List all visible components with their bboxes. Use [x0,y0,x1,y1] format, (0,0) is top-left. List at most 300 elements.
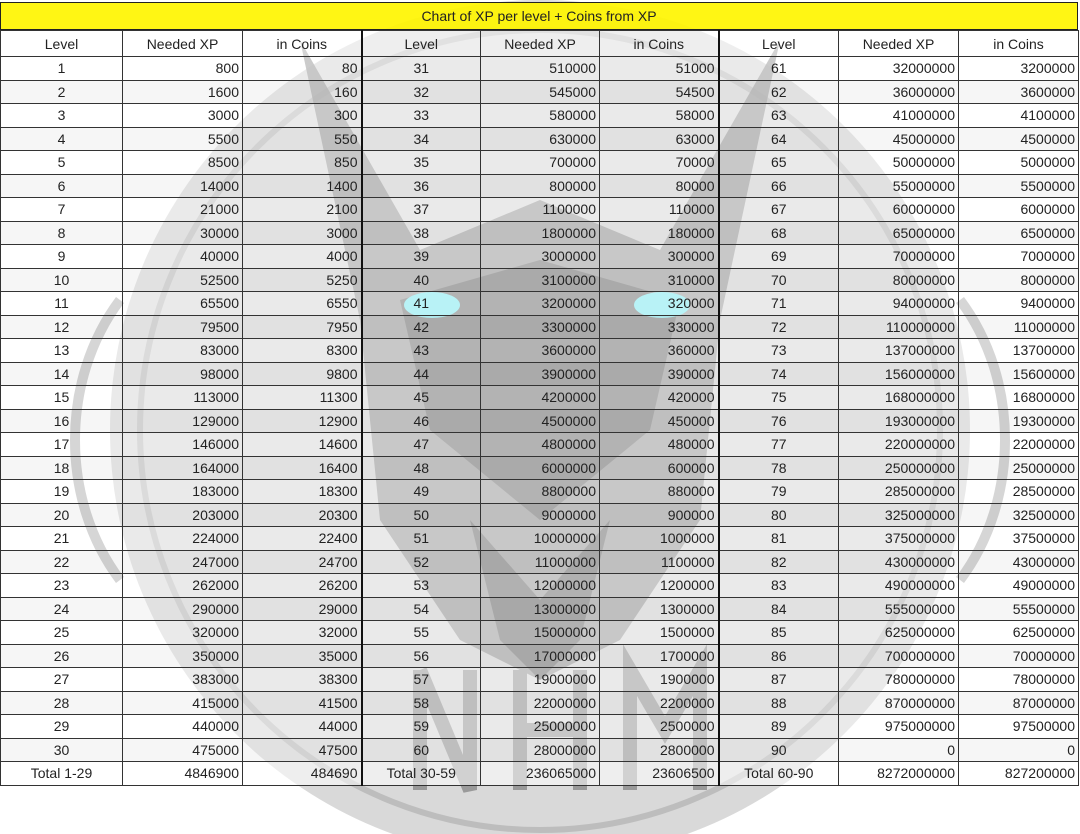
level-cell: 7 [1,198,123,222]
needed-xp-cell: 13000000 [481,597,600,621]
needed-xp-cell: 3000 [123,104,243,128]
needed-xp-cell: 350000 [123,644,243,668]
table-row [1,621,1079,645]
level-cell: 70 [719,268,839,292]
level-cell: 17 [1,433,123,457]
level-cell: 80 [719,503,839,527]
needed-xp-cell: 168000000 [839,386,959,410]
needed-xp-cell: 3100000 [481,268,600,292]
needed-xp-cell: 65500 [123,292,243,316]
level-cell: 84 [719,597,839,621]
level-cell: 22 [1,550,123,574]
level-cell: 19 [1,480,123,504]
level-cell: 27 [1,668,123,692]
needed-xp-cell: 262000 [123,574,243,598]
level-cell: 53 [362,574,481,598]
table-row [1,550,1079,574]
level-cell: 37 [362,198,481,222]
level-cell: 4 [1,127,123,151]
table-row [1,268,1079,292]
total-coins-3: 827200000 [959,762,1079,786]
needed-xp-cell: 6000000 [481,456,600,480]
level-cell: 35 [362,151,481,175]
level-cell: 24 [1,597,123,621]
total-xp-1: 4846900 [123,762,243,786]
needed-xp-cell: 440000 [123,715,243,739]
in-coins-cell: 360000 [600,339,719,363]
in-coins-cell: 1100000 [600,550,719,574]
in-coins-cell: 37500000 [959,527,1079,551]
needed-xp-cell: 14000 [123,174,243,198]
level-cell: 76 [719,409,839,433]
needed-xp-cell: 555000000 [839,597,959,621]
table-row [1,339,1079,363]
level-cell: 83 [719,574,839,598]
level-cell: 65 [719,151,839,175]
needed-xp-cell: 1800000 [481,221,600,245]
in-coins-cell: 26200 [243,574,362,598]
needed-xp-cell: 25000000 [481,715,600,739]
needed-xp-cell: 70000000 [839,245,959,269]
needed-xp-cell: 36000000 [839,80,959,104]
level-cell: 11 [1,292,123,316]
needed-xp-cell: 430000000 [839,550,959,574]
level-cell: 20 [1,503,123,527]
in-coins-cell: 14600 [243,433,362,457]
needed-xp-cell: 50000000 [839,151,959,175]
table-row [1,221,1079,245]
needed-xp-cell: 41000000 [839,104,959,128]
in-coins-cell: 13700000 [959,339,1079,363]
needed-xp-cell: 164000 [123,456,243,480]
table-row [1,174,1079,198]
needed-xp-cell: 65000000 [839,221,959,245]
needed-xp-cell: 3300000 [481,315,600,339]
level-cell: 18 [1,456,123,480]
in-coins-cell: 58000 [600,104,719,128]
needed-xp-cell: 10000000 [481,527,600,551]
needed-xp-cell: 32000000 [839,57,959,81]
table-body [1,57,1079,762]
in-coins-cell: 310000 [600,268,719,292]
in-coins-cell: 110000 [600,198,719,222]
in-coins-cell: 80000 [600,174,719,198]
xp-table [0,30,1079,786]
level-cell: 75 [719,386,839,410]
level-cell: 89 [719,715,839,739]
total-label-2: Total 30-59 [362,762,481,786]
in-coins-cell: 16800000 [959,386,1079,410]
table-row [1,668,1079,692]
in-coins-cell: 29000 [243,597,362,621]
table-row [1,104,1079,128]
level-cell: 5 [1,151,123,175]
needed-xp-cell: 45000000 [839,127,959,151]
needed-xp-cell: 21000 [123,198,243,222]
needed-xp-cell: 383000 [123,668,243,692]
header-in-coins-2: in Coins [600,31,719,57]
in-coins-cell: 43000000 [959,550,1079,574]
totals-row [1,762,1079,786]
level-cell: 33 [362,104,481,128]
table-row [1,57,1079,81]
in-coins-cell: 9800 [243,362,362,386]
table-row [1,503,1079,527]
in-coins-cell: 87000000 [959,691,1079,715]
level-cell: 15 [1,386,123,410]
level-cell: 13 [1,339,123,363]
needed-xp-cell: 15000000 [481,621,600,645]
in-coins-cell: 300 [243,104,362,128]
level-cell: 9 [1,245,123,269]
needed-xp-cell: 129000 [123,409,243,433]
needed-xp-cell: 510000 [481,57,600,81]
in-coins-cell: 600000 [600,456,719,480]
total-coins-2: 23606500 [600,762,719,786]
table-row [1,574,1079,598]
level-cell: 25 [1,621,123,645]
level-cell: 51 [362,527,481,551]
needed-xp-cell: 22000000 [481,691,600,715]
table-row [1,80,1079,104]
needed-xp-cell: 8800000 [481,480,600,504]
in-coins-cell: 420000 [600,386,719,410]
needed-xp-cell: 415000 [123,691,243,715]
in-coins-cell: 480000 [600,433,719,457]
level-cell: 77 [719,433,839,457]
level-cell: 56 [362,644,481,668]
level-cell: 2 [1,80,123,104]
table-row [1,691,1079,715]
level-cell: 88 [719,691,839,715]
in-coins-cell: 11300 [243,386,362,410]
level-cell: 66 [719,174,839,198]
in-coins-cell: 18300 [243,480,362,504]
level-cell: 41 [362,292,481,316]
level-cell: 79 [719,480,839,504]
in-coins-cell: 41500 [243,691,362,715]
in-coins-cell: 15600000 [959,362,1079,386]
header-in-coins-3: in Coins [959,31,1079,57]
level-cell: 32 [362,80,481,104]
table-row [1,245,1079,269]
level-cell: 10 [1,268,123,292]
needed-xp-cell: 94000000 [839,292,959,316]
in-coins-cell: 5500000 [959,174,1079,198]
in-coins-cell: 54500 [600,80,719,104]
in-coins-cell: 320000 [600,292,719,316]
level-cell: 43 [362,339,481,363]
needed-xp-cell: 8500 [123,151,243,175]
level-cell: 78 [719,456,839,480]
table-row [1,480,1079,504]
level-cell: 39 [362,245,481,269]
in-coins-cell: 7000000 [959,245,1079,269]
in-coins-cell: 47500 [243,738,362,762]
level-cell: 26 [1,644,123,668]
level-cell: 85 [719,621,839,645]
in-coins-cell: 2500000 [600,715,719,739]
in-coins-cell: 7950 [243,315,362,339]
needed-xp-cell: 375000000 [839,527,959,551]
table-row [1,433,1079,457]
needed-xp-cell: 224000 [123,527,243,551]
table-row [1,151,1079,175]
needed-xp-cell: 113000 [123,386,243,410]
level-cell: 21 [1,527,123,551]
needed-xp-cell: 220000000 [839,433,959,457]
level-cell: 14 [1,362,123,386]
total-xp-3: 8272000000 [839,762,959,786]
needed-xp-cell: 30000 [123,221,243,245]
level-cell: 34 [362,127,481,151]
level-cell: 67 [719,198,839,222]
level-cell: 31 [362,57,481,81]
in-coins-cell: 16400 [243,456,362,480]
needed-xp-cell: 146000 [123,433,243,457]
needed-xp-cell: 11000000 [481,550,600,574]
needed-xp-cell: 580000 [481,104,600,128]
in-coins-cell: 3000 [243,221,362,245]
in-coins-cell: 62500000 [959,621,1079,645]
level-cell: 87 [719,668,839,692]
level-cell: 30 [1,738,123,762]
table-row [1,198,1079,222]
level-cell: 64 [719,127,839,151]
header-needed-xp-3: Needed XP [839,31,959,57]
in-coins-cell: 1900000 [600,668,719,692]
in-coins-cell: 1500000 [600,621,719,645]
needed-xp-cell: 193000000 [839,409,959,433]
in-coins-cell: 3600000 [959,80,1079,104]
needed-xp-cell: 625000000 [839,621,959,645]
level-cell: 81 [719,527,839,551]
level-cell: 44 [362,362,481,386]
needed-xp-cell: 250000000 [839,456,959,480]
total-label-3: Total 60-90 [719,762,839,786]
level-cell: 62 [719,80,839,104]
table-row [1,715,1079,739]
in-coins-cell: 1700000 [600,644,719,668]
level-cell: 49 [362,480,481,504]
table-row [1,597,1079,621]
table-row [1,362,1079,386]
in-coins-cell: 38300 [243,668,362,692]
in-coins-cell: 32000 [243,621,362,645]
needed-xp-cell: 630000 [481,127,600,151]
needed-xp-cell: 19000000 [481,668,600,692]
in-coins-cell: 24700 [243,550,362,574]
header-row [1,31,1079,57]
in-coins-cell: 1400 [243,174,362,198]
total-coins-1: 484690 [243,762,362,786]
in-coins-cell: 4500000 [959,127,1079,151]
in-coins-cell: 5000000 [959,151,1079,175]
in-coins-cell: 6000000 [959,198,1079,222]
in-coins-cell: 180000 [600,221,719,245]
in-coins-cell: 25000000 [959,456,1079,480]
level-cell: 55 [362,621,481,645]
level-cell: 28 [1,691,123,715]
in-coins-cell: 8000000 [959,268,1079,292]
needed-xp-cell: 4200000 [481,386,600,410]
needed-xp-cell: 285000000 [839,480,959,504]
level-cell: 1 [1,57,123,81]
needed-xp-cell: 780000000 [839,668,959,692]
in-coins-cell: 550 [243,127,362,151]
in-coins-cell: 55500000 [959,597,1079,621]
needed-xp-cell: 60000000 [839,198,959,222]
needed-xp-cell: 83000 [123,339,243,363]
needed-xp-cell: 12000000 [481,574,600,598]
needed-xp-cell: 3200000 [481,292,600,316]
table-row [1,386,1079,410]
needed-xp-cell: 80000000 [839,268,959,292]
level-cell: 47 [362,433,481,457]
table-row [1,292,1079,316]
needed-xp-cell: 17000000 [481,644,600,668]
needed-xp-cell: 203000 [123,503,243,527]
in-coins-cell: 5250 [243,268,362,292]
level-cell: 60 [362,738,481,762]
header-in-coins-1: in Coins [243,31,362,57]
needed-xp-cell: 975000000 [839,715,959,739]
table-row [1,527,1079,551]
in-coins-cell: 12900 [243,409,362,433]
in-coins-cell: 35000 [243,644,362,668]
in-coins-cell: 49000000 [959,574,1079,598]
table-row [1,456,1079,480]
level-cell: 74 [719,362,839,386]
level-cell: 6 [1,174,123,198]
needed-xp-cell: 156000000 [839,362,959,386]
in-coins-cell: 1200000 [600,574,719,598]
in-coins-cell: 32500000 [959,503,1079,527]
in-coins-cell: 28500000 [959,480,1079,504]
needed-xp-cell: 1100000 [481,198,600,222]
needed-xp-cell: 52500 [123,268,243,292]
level-cell: 3 [1,104,123,128]
table-row [1,738,1079,762]
needed-xp-cell: 4500000 [481,409,600,433]
table-row [1,127,1079,151]
level-cell: 71 [719,292,839,316]
needed-xp-cell: 3900000 [481,362,600,386]
needed-xp-cell: 490000000 [839,574,959,598]
needed-xp-cell: 98000 [123,362,243,386]
level-cell: 46 [362,409,481,433]
in-coins-cell: 1000000 [600,527,719,551]
needed-xp-cell: 700000 [481,151,600,175]
level-cell: 73 [719,339,839,363]
level-cell: 29 [1,715,123,739]
level-cell: 42 [362,315,481,339]
chart-title: Chart of XP per level + Coins from XP [0,2,1078,30]
in-coins-cell: 0 [959,738,1079,762]
in-coins-cell: 850 [243,151,362,175]
level-cell: 8 [1,221,123,245]
level-cell: 68 [719,221,839,245]
needed-xp-cell: 55000000 [839,174,959,198]
in-coins-cell: 9400000 [959,292,1079,316]
level-cell: 82 [719,550,839,574]
needed-xp-cell: 475000 [123,738,243,762]
level-cell: 69 [719,245,839,269]
table-row [1,315,1079,339]
needed-xp-cell: 545000 [481,80,600,104]
in-coins-cell: 70000000 [959,644,1079,668]
needed-xp-cell: 1600 [123,80,243,104]
in-coins-cell: 11000000 [959,315,1079,339]
needed-xp-cell: 325000000 [839,503,959,527]
level-cell: 36 [362,174,481,198]
in-coins-cell: 1300000 [600,597,719,621]
in-coins-cell: 4000 [243,245,362,269]
total-label-1: Total 1-29 [1,762,123,786]
in-coins-cell: 97500000 [959,715,1079,739]
in-coins-cell: 390000 [600,362,719,386]
needed-xp-cell: 40000 [123,245,243,269]
needed-xp-cell: 79500 [123,315,243,339]
level-cell: 50 [362,503,481,527]
in-coins-cell: 6500000 [959,221,1079,245]
table-row [1,644,1079,668]
in-coins-cell: 900000 [600,503,719,527]
level-cell: 38 [362,221,481,245]
in-coins-cell: 2200000 [600,691,719,715]
level-cell: 45 [362,386,481,410]
in-coins-cell: 3200000 [959,57,1079,81]
needed-xp-cell: 137000000 [839,339,959,363]
in-coins-cell: 78000000 [959,668,1079,692]
level-cell: 16 [1,409,123,433]
needed-xp-cell: 9000000 [481,503,600,527]
level-cell: 59 [362,715,481,739]
in-coins-cell: 880000 [600,480,719,504]
total-xp-2: 236065000 [481,762,600,786]
in-coins-cell: 19300000 [959,409,1079,433]
in-coins-cell: 8300 [243,339,362,363]
in-coins-cell: 63000 [600,127,719,151]
in-coins-cell: 70000 [600,151,719,175]
header-needed-xp-1: Needed XP [123,31,243,57]
in-coins-cell: 330000 [600,315,719,339]
in-coins-cell: 6550 [243,292,362,316]
in-coins-cell: 2800000 [600,738,719,762]
needed-xp-cell: 870000000 [839,691,959,715]
level-cell: 52 [362,550,481,574]
needed-xp-cell: 320000 [123,621,243,645]
level-cell: 86 [719,644,839,668]
in-coins-cell: 51000 [600,57,719,81]
level-cell: 57 [362,668,481,692]
needed-xp-cell: 28000000 [481,738,600,762]
needed-xp-cell: 800 [123,57,243,81]
in-coins-cell: 80 [243,57,362,81]
needed-xp-cell: 0 [839,738,959,762]
in-coins-cell: 44000 [243,715,362,739]
needed-xp-cell: 110000000 [839,315,959,339]
in-coins-cell: 20300 [243,503,362,527]
header-level-2: Level [362,31,481,57]
needed-xp-cell: 5500 [123,127,243,151]
level-cell: 58 [362,691,481,715]
needed-xp-cell: 183000 [123,480,243,504]
level-cell: 54 [362,597,481,621]
header-needed-xp-2: Needed XP [481,31,600,57]
level-cell: 12 [1,315,123,339]
level-cell: 61 [719,57,839,81]
